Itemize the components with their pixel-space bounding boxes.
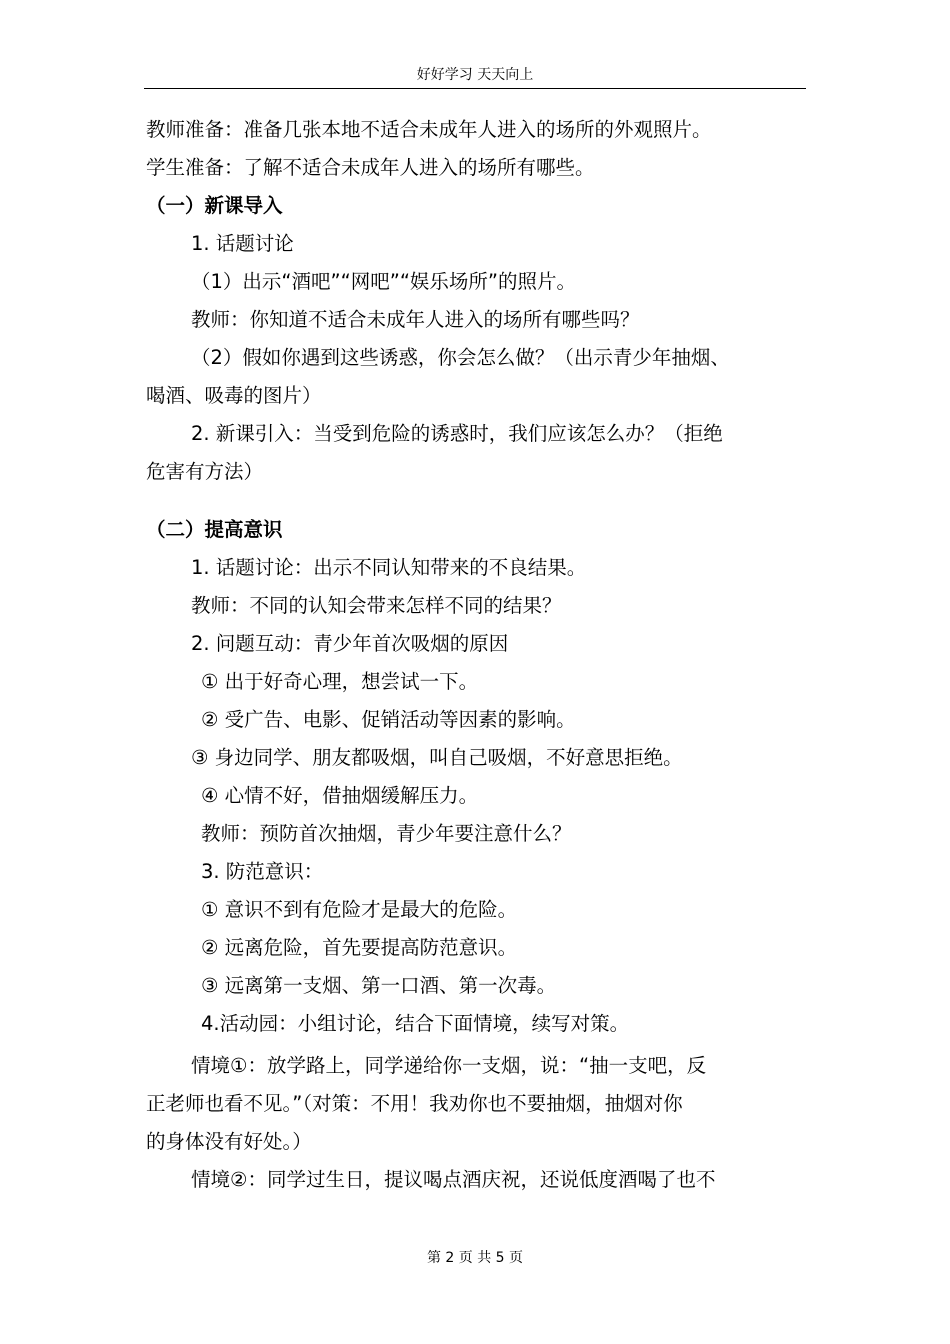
teacher-question-3-line: 教师：预防首次抽烟，青少年要注意什么？ — [201, 822, 572, 845]
problem-interaction-line: 2. 问题互动：青少年首次吸烟的原因 — [191, 632, 509, 655]
new-lesson-intro-cont: 危害有方法） — [146, 460, 264, 483]
teacher-question-2-line: 教师：不同的认知会带来怎样不同的结果？ — [191, 594, 562, 617]
page-header: 好好学习 天天向上 — [416, 67, 534, 83]
scenario-2-line: 情境②：同学过生日，提议喝点酒庆祝，还说低度酒喝了也不 — [191, 1168, 716, 1191]
reason-item-3: ③ 身边同学、朋友都吸烟，叫自己吸烟，不好意思拒绝。 — [191, 746, 683, 769]
activity-line: 4.活动园：小组讨论，结合下面情境，续写对策。 — [201, 1012, 630, 1035]
reason-item-4: ④ 心情不好，借抽烟缓解压力。 — [201, 784, 479, 807]
header-rule — [144, 88, 806, 89]
section-heading-2: （二）提高意识 — [146, 518, 283, 541]
teacher-question-line: 教师：你知道不适合未成年人进入的场所有哪些吗？ — [191, 308, 640, 331]
temptation-question-cont: 喝酒、吸毒的图片） — [146, 384, 322, 407]
reason-item-1: ① 出于好奇心理，想尝试一下。 — [201, 670, 479, 693]
temptation-question-line: （2）假如你遇到这些诱惑，你会怎么做？（出示青少年抽烟、 — [191, 346, 730, 369]
topic-discussion-2-line: 1. 话题讨论：出示不同认知带来的不良结果。 — [191, 556, 587, 579]
awareness-item-2: ② 远离危险，首先要提高防范意识。 — [201, 936, 518, 959]
teacher-prep-line: 教师准备：准备几张本地不适合未成年人进入的场所的外观照片。 — [146, 118, 712, 141]
awareness-item-1: ① 意识不到有危险才是最大的危险。 — [201, 898, 518, 921]
new-lesson-intro-line: 2. 新课引入：当受到危险的诱惑时，我们应该怎么办？（拒绝 — [191, 422, 723, 445]
prevention-awareness-line: 3. 防范意识： — [201, 860, 324, 883]
scenario-1-cont-1: 正老师也看不见。”（对策：不用！我劝你也不要抽烟，抽烟对你 — [146, 1092, 683, 1115]
scenario-1-line: 情境①：放学路上，同学递给你一支烟，说：“抽一支吧，反 — [191, 1054, 707, 1077]
page-footer: 第 2 页 共 5 页 — [426, 1250, 524, 1266]
section-heading-1: （一）新课导入 — [146, 194, 283, 217]
show-photos-line: （1）出示“酒吧”“网吧”“娱乐场所”的照片。 — [191, 270, 577, 293]
reason-item-2: ② 受广告、电影、促销活动等因素的影响。 — [201, 708, 576, 731]
scenario-1-cont-2: 的身体没有好处。） — [146, 1130, 312, 1153]
topic-discussion-line: 1. 话题讨论 — [191, 232, 294, 255]
awareness-item-3: ③ 远离第一支烟、第一口酒、第一次毒。 — [201, 974, 557, 997]
student-prep-line: 学生准备：了解不适合未成年人进入的场所有哪些。 — [146, 156, 595, 179]
